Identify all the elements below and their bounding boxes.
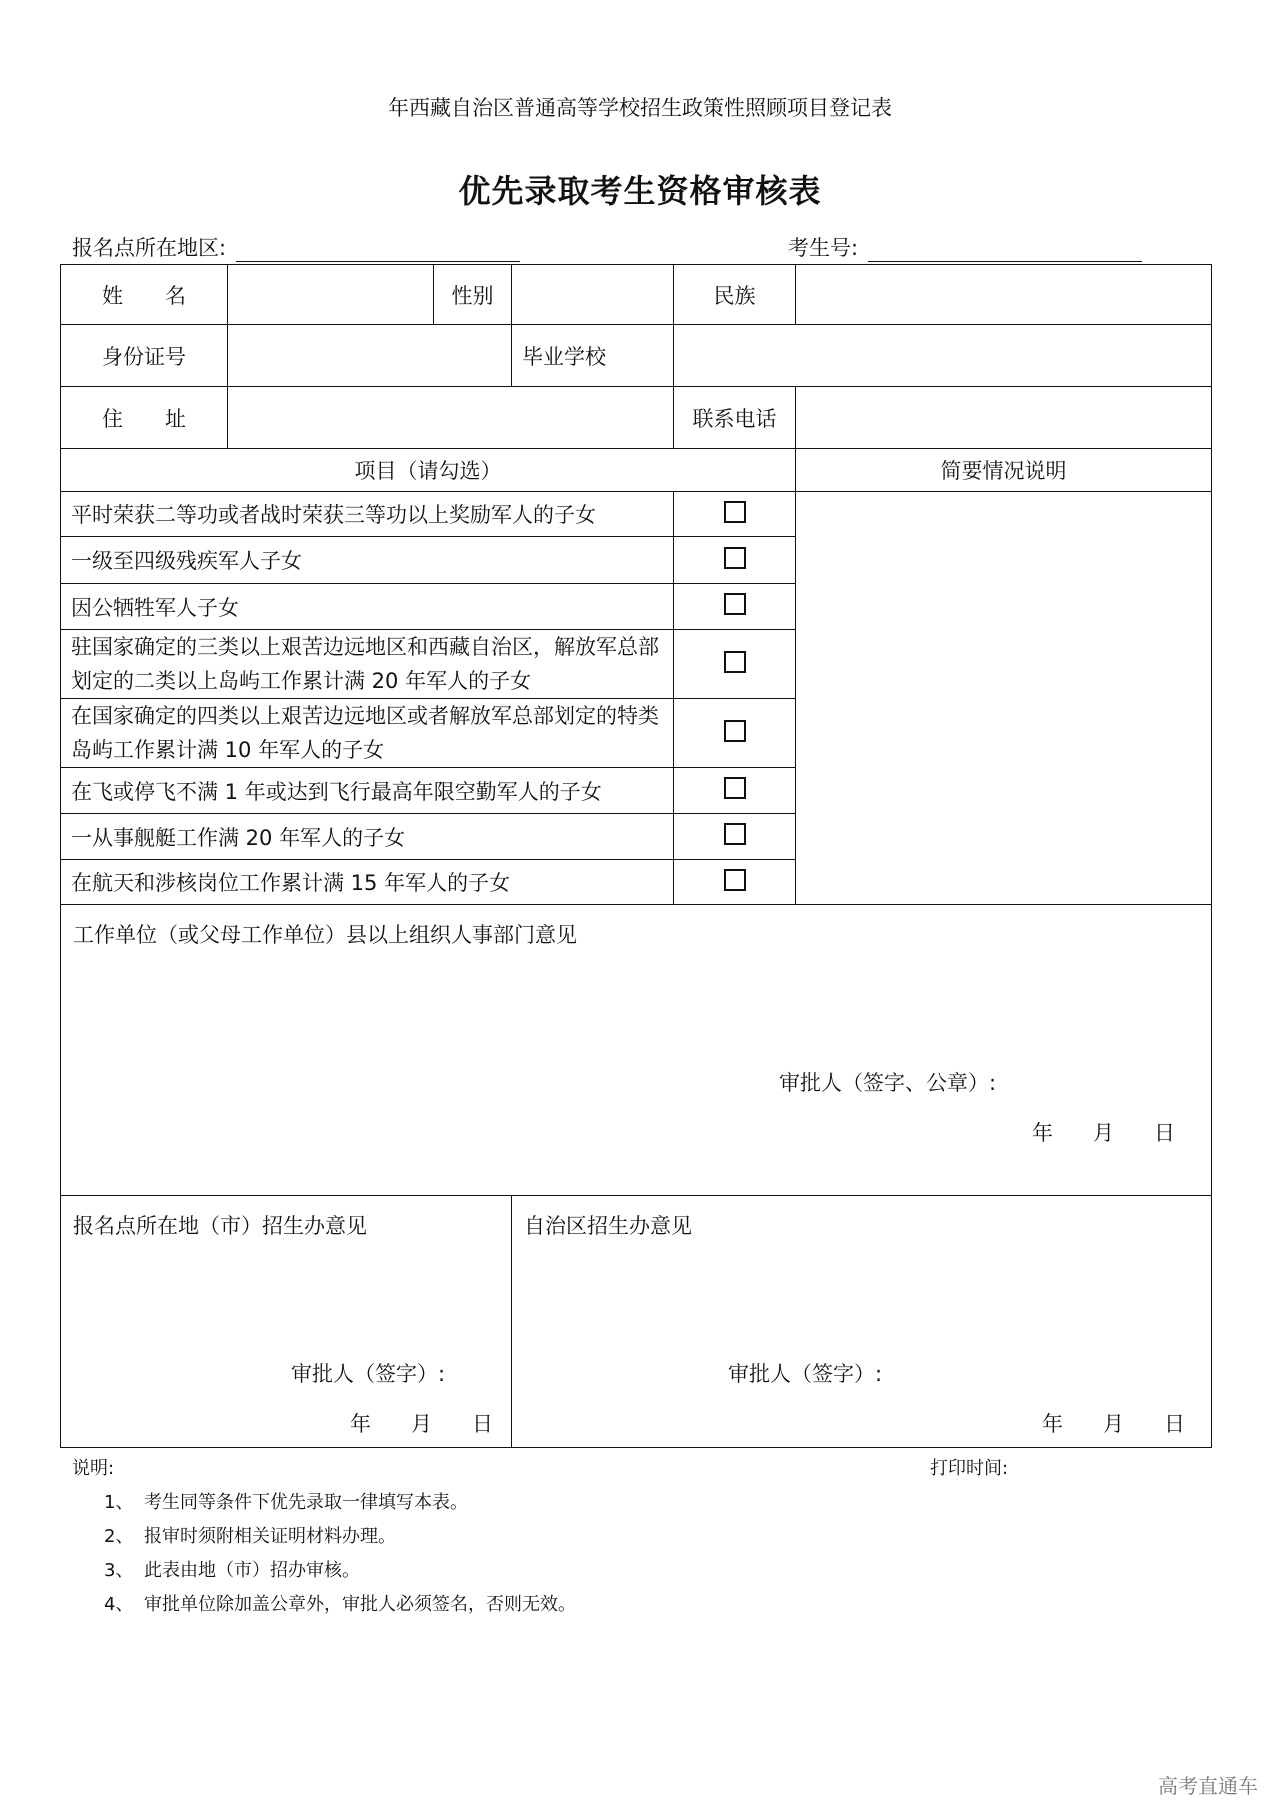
gender-label: 性别 [434,265,512,325]
region-input-line[interactable] [236,239,520,262]
address-label: 住 址 [61,387,228,449]
month-label: 月 [1093,1121,1114,1145]
name-label: 姓 名 [61,265,228,325]
employer-opinion-section[interactable] [61,905,1212,1196]
name-field[interactable] [228,265,434,325]
option-checkbox-cell[interactable] [674,584,796,630]
region-signer-label: 审批人（签字）: [728,1362,883,1386]
gender-field[interactable] [512,265,674,325]
region-opinion-title: 自治区招生办意见 [524,1214,692,1238]
checkbox[interactable] [724,869,746,891]
phone-label: 联系电话 [674,387,796,449]
local-signer-label: 审批人（签字）: [291,1362,446,1386]
year-label: 年 [1042,1412,1063,1436]
id-number-label: 身份证号 [61,325,228,387]
school-field[interactable] [674,325,1212,387]
exam-no-input-line[interactable] [868,239,1142,262]
employer-opinion-title: 工作单位（或父母工作单位）县以上组织人事部门意见 [73,923,577,947]
checkbox[interactable] [724,501,746,523]
option-checkbox-cell[interactable] [674,492,796,537]
local-opinion-section[interactable] [61,1196,512,1448]
option-checkbox-cell[interactable] [674,814,796,860]
watermark-text: 高考直通车 [1158,1774,1258,1798]
remarks-header: 简要情况说明 [796,449,1212,492]
checkbox[interactable] [724,823,746,845]
ethnicity-label: 民族 [674,265,796,325]
review-form-table [60,264,1212,1448]
option-checkbox-cell[interactable] [674,537,796,584]
month-label: 月 [1103,1412,1124,1436]
checkbox[interactable] [724,720,746,742]
remarks-field[interactable] [796,492,1212,905]
form-title: 优先录取考生资格审核表 [458,172,822,210]
option-checkbox-cell[interactable] [674,699,796,768]
checkbox[interactable] [724,547,746,569]
note-item: 3、 此表由地（市）招办审核。 [104,1560,360,1581]
note-item: 1、 考生同等条件下优先录取一律填写本表。 [104,1492,468,1513]
option-checkbox-cell[interactable] [674,630,796,699]
day-label: 日 [1164,1412,1185,1436]
local-opinion-title: 报名点所在地（市）招生办意见 [73,1214,367,1238]
region-date [1042,1408,1185,1438]
checkbox[interactable] [724,777,746,799]
day-label: 日 [1154,1121,1175,1145]
form-subtitle: 年西藏自治区普通高等学校招生政策性照顾项目登记表 [388,96,892,120]
region-field-group [72,232,520,262]
year-label: 年 [1032,1121,1053,1145]
school-label: 毕业学校 [512,325,674,387]
employer-date [1032,1117,1175,1147]
ethnicity-field[interactable] [796,265,1212,325]
address-field[interactable] [228,387,674,449]
option-label: 一从事舰艇工作满 20 年军人的子女 [61,814,674,860]
employer-signer-label: 审批人（签字、公章）: [779,1071,997,1095]
option-label: 驻国家确定的三类以上艰苦边远地区和西藏自治区，解放军总部划定的二类以上岛屿工作累计满 20 年军人的子女 [61,630,674,699]
registration-row [72,232,1152,264]
option-checkbox-cell[interactable] [674,860,796,905]
option-label: 因公牺牲军人子女 [61,584,674,630]
option-checkbox-cell[interactable] [674,768,796,814]
option-label: 一级至四级残疾军人子女 [61,537,674,584]
checkbox[interactable] [724,651,746,673]
id-number-field[interactable] [228,325,512,387]
option-label: 在飞或停飞不满 1 年或达到飞行最高年限空勤军人的子女 [61,768,674,814]
local-date [350,1408,493,1438]
note-item: 2、 报审时须附相关证明材料办理。 [104,1526,396,1547]
print-time-label: 打印时间: [930,1458,1009,1479]
option-label: 在国家确定的四类以上艰苦边远地区或者解放军总部划定的特类岛屿工作累计满 10 年军人的子女 [61,699,674,768]
exam-no-field-group [788,232,1142,262]
notes-heading: 说明: [72,1458,115,1479]
project-header: 项目（请勾选） [61,449,796,492]
year-label: 年 [350,1412,371,1436]
region-label: 报名点所在地区: [72,236,227,260]
day-label: 日 [472,1412,493,1436]
note-item: 4、 审批单位除加盖公章外，审批人必须签名，否则无效。 [104,1594,576,1615]
checkbox[interactable] [724,593,746,615]
exam-no-label: 考生号: [788,236,859,260]
phone-field[interactable] [796,387,1212,449]
option-label: 平时荣获二等功或者战时荣获三等功以上奖励军人的子女 [61,492,674,537]
region-opinion-section[interactable] [512,1196,1212,1448]
month-label: 月 [411,1412,432,1436]
option-label: 在航天和涉核岗位工作累计满 15 年军人的子女 [61,860,674,905]
